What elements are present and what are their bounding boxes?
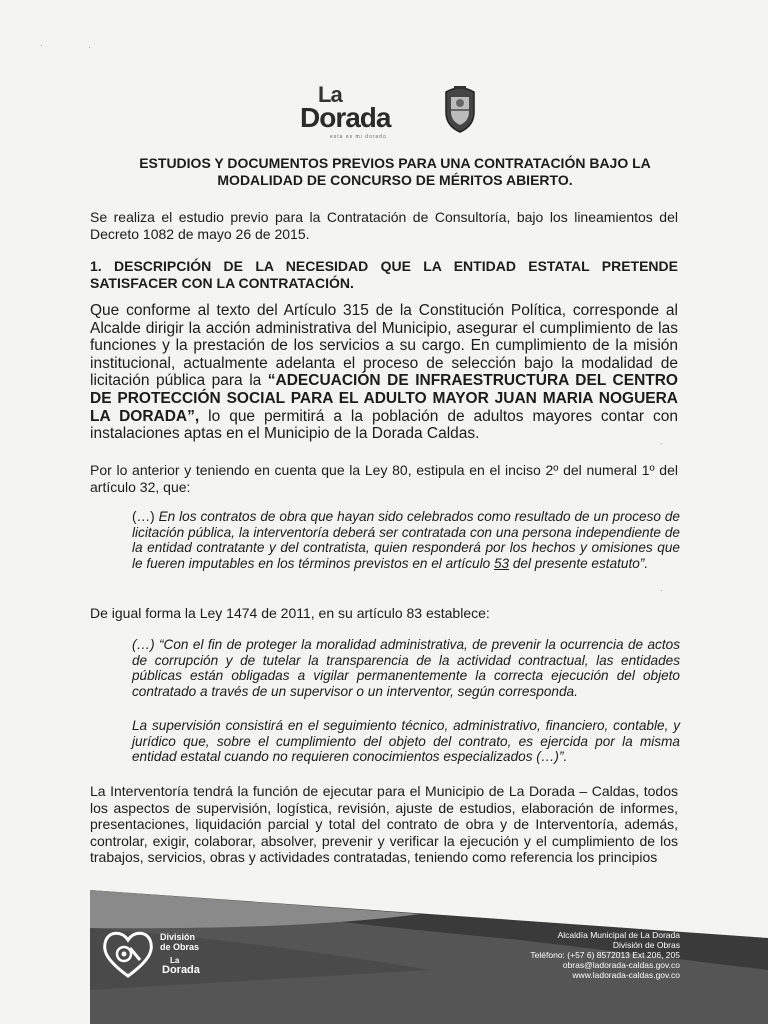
section-1-heading: 1. DESCRIPCIÓN DE LA NECESIDAD QUE LA ENTIDAD ESTATAL PRETENDE SATISFACER CON LA CONTRATACIÓN. (90, 258, 678, 291)
intro-paragraph: Se realiza el estudio previo para la Contratación de Consultoría, bajo los lineamientos del Decreto 1082 de mayo 26 de 2015. (90, 209, 678, 242)
municipal-crest-icon (440, 84, 480, 134)
article-53-ref: 53 (493, 555, 510, 571)
division-line-1: División (160, 932, 196, 942)
project-name: “ADECUACIÓN DE INFRAESTRUCTURA DEL CENTRO DE PROTECCIÓN SOCIAL PARA EL ADULTO MAYOR JUAN MARIA NOGUERA LA DORADA”, (90, 372, 678, 425)
interventoria-paragraph: La Interventoría tendrá la función de ejecutar para el Municipio de La Dorada – Caldas, todos los aspectos de supervisión, logística, revisión, ajuste de estudios, elaboración de informes, presentaciones, liquidación parcial y total del contrato de obra y de Interventoría, además, controlar, exigir, colaborar, absolver, prevenir y verificar la ejecución y el cumplimiento de los trabajos, servicios, obras y actividades contratadas, teniendo como referencia los principios (90, 783, 678, 865)
logo-tagline: esta es mi dorado (330, 134, 387, 140)
la-dorada-logo (300, 82, 485, 142)
logo-dorada-text: Dorada (300, 102, 391, 133)
scan-mark: · (660, 585, 663, 595)
logo-la-text: La (318, 82, 342, 107)
quote-1-text-a: En los contratos de obra que hayan sido celebrados como resultado de un proceso de licitación pública, la interventoría deberá ser contratada con una persona independiente de la entidad contratante y del contratista, quien responderá por los hechos y omisiones que le fueren imputables en los términos previstos en el artículo (132, 509, 680, 571)
scan-mark: · (88, 42, 91, 52)
section-1-paragraph (90, 302, 678, 443)
law-1474-intro: De igual forma la Ley 1474 de 2011, en su artículo 83 establece: (90, 605, 490, 621)
quote-supervision: La supervisión consistirá en el seguimiento técnico, administrativo, financiero, contable, y jurídico que, sobre el cumplimiento del objeto del contrato, es ejercida por la misma entidad estatal cuando no requieren conocimientos especializados (…)”. (132, 718, 680, 765)
contact-line-office: Alcaldía Municipal de La Dorada (557, 930, 680, 940)
footer-logo-la: La (170, 956, 180, 965)
quote-1-prefix: (…) (132, 509, 159, 524)
scan-mark: · (660, 438, 663, 448)
footer-logo-dorada: Dorada (162, 964, 200, 976)
quote-law-1474: (…) “Con el fin de proteger la moralidad administrativa, de prevenir la ocurrencia de actos de corrupción y de tutelar la transparencia de la actividad contractual, las entidades públicas están obligadas a vigilar permanentemente la correcta ejecución del objeto contratado a través de un supervisor o un interventor, según corresponda. (132, 637, 680, 699)
heart-gear-icon (100, 928, 156, 980)
section-1-text-a: Que conforme al texto del Artículo 315 de la Constitución Política, corresponde al Alcalde dirigir la acción administrativa del Municipio, asegurar el cumplimiento de las funciones y la prestación de los servicios a su cargo. En cumplimiento de la misión institucional, actualmente adelanta el proceso de selección bajo la modalidad de licitación pública para la (90, 302, 678, 390)
document-title: ESTUDIOS Y DOCUMENTOS PREVIOS PARA UNA CONTRATACIÓN BAJO LA MODALIDAD DE CONCURSO DE MÉRITOS ABIERTO. (139, 155, 651, 188)
law-80-intro: Por lo anterior y teniendo en cuenta que la Ley 80, estipula en el inciso 2º del numeral 1º del artículo 32, que: (90, 462, 678, 495)
contact-line-division: División de Obras (612, 940, 680, 950)
division-obras-logo (100, 928, 230, 988)
section-1-text-b: lo que permitirá a la población de adultos mayores contar con instalaciones aptas en el Municipio de la Dorada Caldas. (90, 407, 678, 443)
quote-law-80 (132, 509, 680, 571)
contact-line-phone: Teléfono: (+57 6) 8572013 Ext 206, 205 (530, 950, 680, 960)
division-line-2: de Obras (160, 942, 200, 952)
contact-block (420, 930, 680, 980)
division-label (160, 932, 199, 952)
quote-1-text-b: del presente estatuto”. (509, 555, 649, 571)
contact-line-email: obras@ladorada-caldas.gov.co (562, 960, 680, 970)
scan-mark: · (40, 40, 43, 50)
contact-line-website: www.ladorada-caldas.gov.co (572, 970, 680, 980)
